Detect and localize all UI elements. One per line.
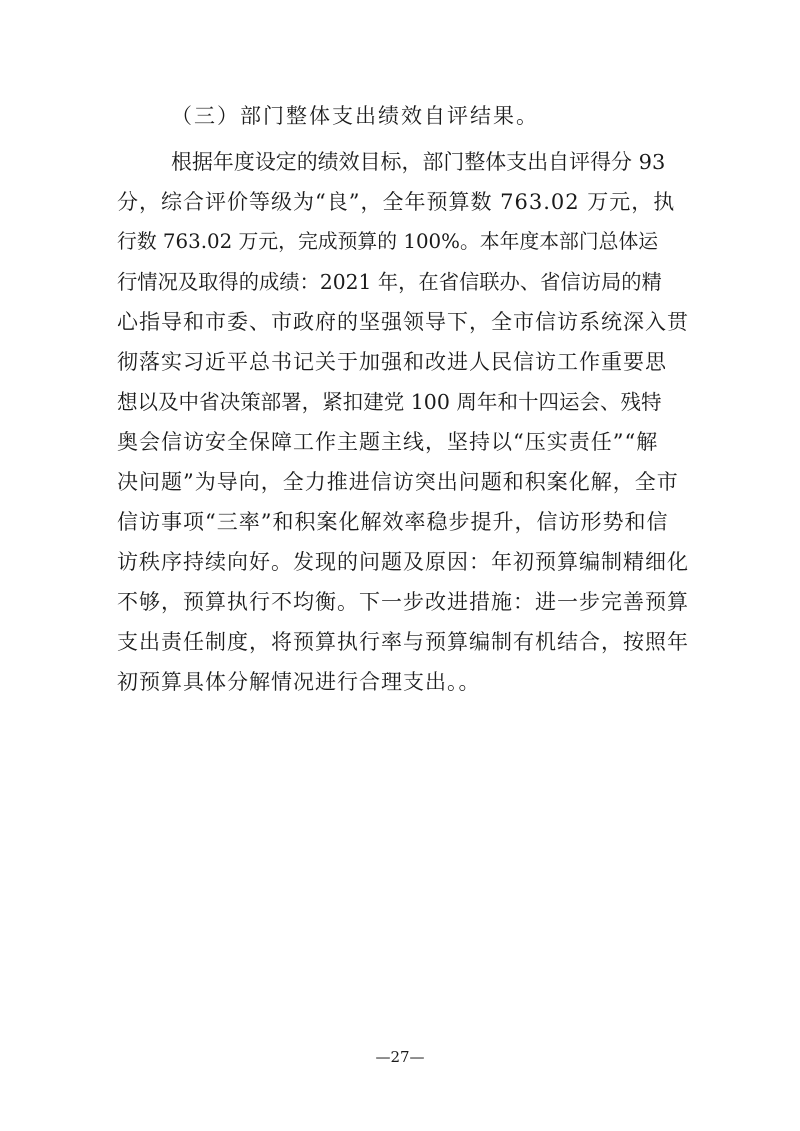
paragraph-line: 初预算具体分解情况进行合理支出。。 [117, 670, 481, 694]
paragraph-line: 行情况及取得的成绩：2021 年，在省信联办、省信访局的精 [117, 270, 662, 294]
paragraph-line: 根据年度设定的绩效目标，部门整体支出自评得分 93 [171, 150, 666, 174]
page-number: —27— [375, 1048, 425, 1066]
paragraph-line: 奥会信访安全保障工作主题主线，坚持以“压实责任”“解 [117, 430, 659, 454]
paragraph-line: 信访事项“三率”和积案化解效率稳步提升，信访形势和信 [117, 510, 669, 534]
paragraph-line: 想以及中省决策部署，紧扣建党 100 周年和十四运会、残特 [117, 390, 662, 414]
paragraph-line: 分，综合评价等级为“良”，全年预算数 763.02 万元，执 [117, 190, 676, 214]
paragraph-line: 决问题”为导向，全力推进信访突出问题和积案化解，全市 [117, 470, 679, 494]
paragraph-line: 行数 763.02 万元，完成预算的 100%。本年度本部门总体运 [117, 230, 659, 253]
paragraph-line: 心指导和市委、市政府的坚强领导下，全市信访系统深入贯 [117, 310, 689, 334]
section-heading: （三）部门整体支出绩效自评结果。 [171, 104, 539, 128]
paragraph-line: 支出责任制度，将预算执行率与预算编制有机结合，按照年 [117, 630, 689, 654]
paragraph-line: 彻落实习近平总书记关于加强和改进人民信访工作重要思 [117, 350, 667, 374]
paragraph-line: 访秩序持续向好。发现的问题及原因：年初预算编制精细化 [117, 550, 689, 574]
paragraph-line: 不够，预算执行不均衡。下一步改进措施：进一步完善预算 [117, 590, 689, 614]
